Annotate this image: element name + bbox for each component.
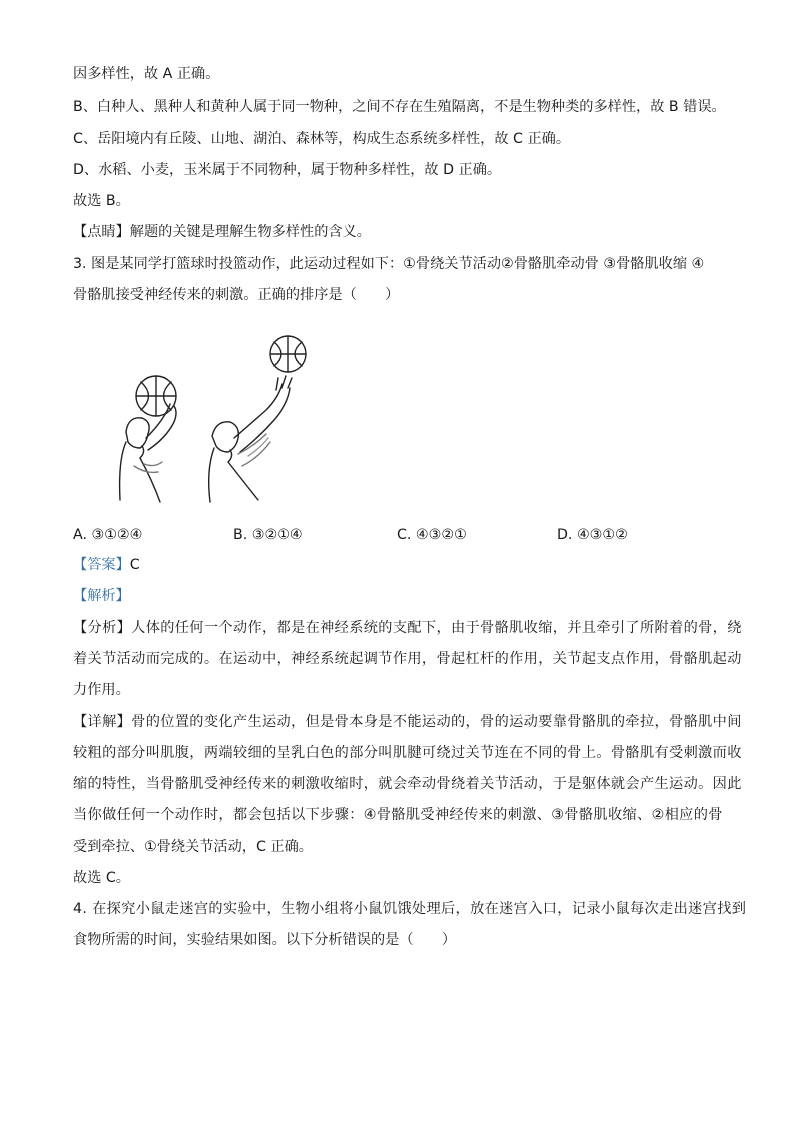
answer-value: C [129, 557, 140, 573]
fenxi-text: 人体的任何一个动作，都是在神经系统的支配下，由于骨骼肌收缩，并且牵引了所附着的骨，绕 [131, 620, 742, 636]
answer-tag: 【答案】 [73, 557, 130, 573]
note-paragraph [73, 222, 371, 242]
analysis-tag: 【解析】 [73, 588, 130, 604]
text-line: D、水稻、小麦，玉米属于不同物种，属于物种多样性，故 D 正确。 [73, 162, 502, 178]
xiangjie-text: 骨的位置的变化产生运动，但是骨本身是不能运动的，骨的运动要靠骨骼肌的牵拉，骨骼肌中间 [131, 714, 742, 730]
xiangjie-tag: 【详解】 [73, 714, 132, 730]
choice-a: A. ③①②④ [73, 527, 143, 543]
fenxi-tag: 【分析】 [73, 620, 132, 636]
choice-c: C. ④③②① [397, 527, 467, 543]
text-line: B、白种人、黑种人和黄种人属于同一物种，之间不存在生殖隔离，不是生物种类的多样性，故 B 错误。 [73, 99, 726, 115]
answer-line [73, 555, 140, 575]
text-line: C、岳阳境内有丘陵、山地、湖泊、森林等，构成生态系统多样性，故 C 正确。 [73, 131, 571, 147]
analysis-line [73, 586, 130, 606]
choice-d: D. ④③①② [557, 527, 628, 543]
question-4-stem-line-1: 4. 在探究小鼠走迷宫的实验中，生物小组将小鼠饥饿处理后，放在迷宫入口，记录小鼠每次走出迷宫找到 [73, 901, 747, 917]
xiangjie-line-2: 较粗的部分叫肌腹，两端较细的呈乳白色的部分叫肌腱可绕过关节连在不同的骨上。骨骼肌有受刺激而收 [73, 745, 742, 761]
question-3-stem-line-2: 骨骼肌接受神经传来的刺激。正确的排序是（ ） [73, 287, 400, 303]
player-right [209, 376, 292, 502]
ball-released-icon [270, 336, 306, 372]
question-3-stem-line-1: 3. 图是某同学打篮球时投篮动作，此运动过程如下：①骨绕关节活动②骨骼肌牵动骨 ③骨骼肌收缩 ④ [73, 256, 705, 272]
fenxi-line-1 [73, 618, 742, 638]
text-line: 因多样性，故 A 正确。 [73, 66, 220, 82]
xiangjie-line-1 [73, 712, 742, 732]
fenxi-line-3: 力作用。 [73, 682, 130, 698]
xiangjie-line-4: 当你做任何一个动作时，都会包括以下步骤：④骨骼肌受神经传来的刺激、③骨骼肌收缩、②相应的骨 [73, 807, 723, 823]
question-4-stem-line-2: 食物所需的时间，实验结果如图。以下分析错误的是（ ） [73, 932, 457, 948]
xiangjie-line-5: 受到牵拉、①骨绕关节活动，C 正确。 [73, 839, 313, 855]
text-line: 故选 B。 [73, 193, 130, 209]
basketball-shot-illustration [118, 330, 328, 510]
note-text: 解题的关键是理解生物多样性的含义。 [129, 224, 371, 240]
note-tag: 【点睛】 [73, 224, 130, 240]
choice-b: B. ③②①④ [233, 527, 303, 543]
player-left [120, 404, 176, 502]
xiangjie-line-3: 缩的特性，当骨骼肌受神经传来的刺激收缩时，就会牵动骨绕着关节活动，于是躯体就会产生运动。因此 [73, 776, 742, 792]
fenxi-line-2: 着关节活动而完成的。在运动中，神经系统起调节作用，骨起杠杆的作用，关节起支点作用，骨骼肌起动 [73, 651, 742, 667]
conclusion-line: 故选 C。 [73, 870, 130, 886]
ball-held-icon [136, 376, 176, 416]
